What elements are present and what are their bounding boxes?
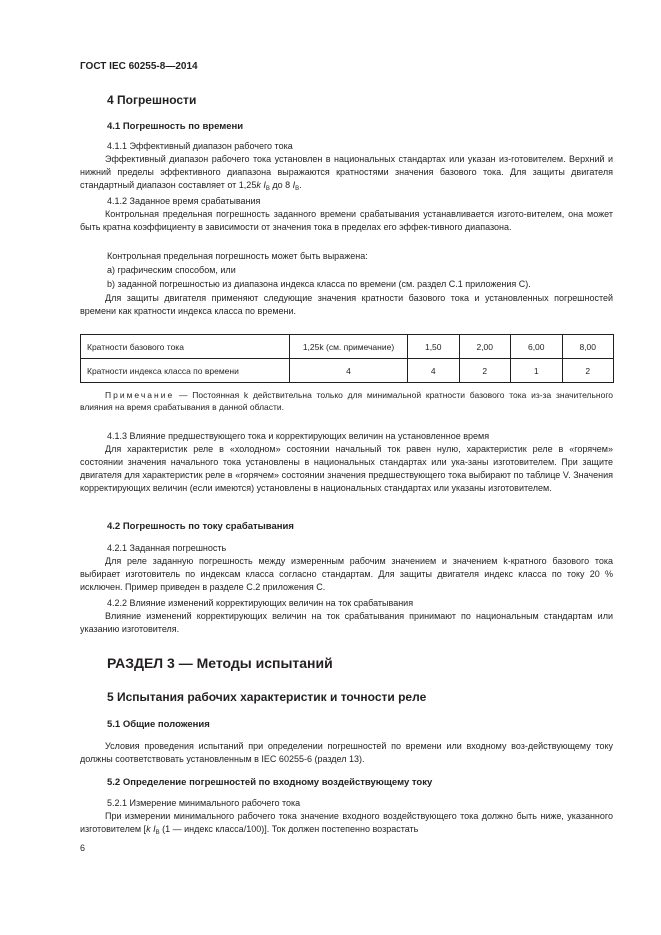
clause-4-1-1-title: 4.1.1 Эффективный диапазон рабочего тока <box>107 141 293 151</box>
clause-4-2-2-title: 4.2.2 Влияние изменений корректирующих величин на ток срабатывания <box>107 598 414 608</box>
table-cell: Кратности базового тока <box>81 335 290 359</box>
section-heading-4: 4 Погрешности <box>107 93 197 107</box>
table-cell: 2 <box>562 359 614 383</box>
subsection-heading-4-1: 4.1 Погрешность по времени <box>107 121 244 132</box>
table-cell: 8,00 <box>562 335 614 359</box>
clause-4-1-2-title: 4.1.2 Заданное время срабатывания <box>107 196 261 206</box>
clause-4-2-1-title: 4.2.1 Заданная погрешность <box>107 543 227 553</box>
table-cell: 4 <box>408 359 460 383</box>
clause-4-2-1-text: Для реле заданную погрешность между измеренным рабочим значением и значением k-кратного базового тока выбирает изготовитель по индексам класса согласно стандартам. Для защиты двигателя индекс класса по току 20 % исключен. Пример приведен в разделе C.2 приложения C. <box>80 556 613 592</box>
table-row <box>81 359 614 383</box>
table-note: Примечание — Постоянная k действительна только для минимальной кратности базового тока из-за значительного влияния на время срабатывания в данной области. <box>80 390 613 412</box>
clause-4-1-3-title: 4.1.3 Влияние предшествующего тока и корректирующих величин на установленное время <box>107 431 490 441</box>
page-number: 6 <box>80 843 86 853</box>
clause-4-1-2-text-a: Контрольная предельная погрешность заданного времени срабатывания устанавливается изгото-вителем, она может быть кратна коэффициенту в зависимости от значения тока в пределах его эффек-тивного диапазона. <box>80 209 613 232</box>
clause-5-1-text: Условия проведения испытаний при определении погрешностей по времени или входному воз-действующему току должны соответствовать установленным в IEC 60255-6 (раздел 13). <box>80 741 613 764</box>
subsection-heading-4-2: 4.2 Погрешность по току срабатывания <box>107 521 294 532</box>
table-cell: 2,00 <box>459 335 511 359</box>
clause-4-1-2-item-b: b) заданной погрешностью из диапазона индекса класса по времени (см. раздел C.1 приложения C). <box>107 279 531 289</box>
document-header: ГОСТ IEC 60255-8—2014 <box>80 61 198 72</box>
clause-4-1-3-text: Для характеристик реле в «холодном» состоянии начальный ток равен нулю, характеристик реле в «горячем» состоянии значения начального тока установлены в национальных стандартах или ука-заны изготовителем. При защите двигателя для характеристик реле в «горячем» состоянии значения предшествующего тока выбирают по таблице V. Значения корректирующих величин (если имеются) установлены в национальных стандартах или указаны изготовителем. <box>80 444 613 493</box>
table-cell: 1,25k (см. примечание) <box>290 335 408 359</box>
table-cell: Кратности индекса класса по времени <box>81 359 290 383</box>
multiples-table <box>80 334 614 383</box>
clause-5-2-1-title: 5.2.1 Измерение минимального рабочего тока <box>107 798 301 808</box>
part-heading-3: РАЗДЕЛ 3 — Методы испытаний <box>107 655 333 671</box>
table-cell: 6,00 <box>511 335 563 359</box>
clause-4-1-2-text-b: Контрольная предельная погрешность может быть выражена: <box>107 251 368 261</box>
subsection-heading-5-1: 5.1 Общие положения <box>107 719 210 730</box>
clause-4-2-2-text: Влияние изменений корректирующих величин на ток срабатывания принимают по национальным стандартам или указанию изготовителя. <box>80 611 613 634</box>
clause-5-2-1-text: При измерении минимального рабочего тока значение входного воздействующего тока должно быть ниже, указанного изготовителем [k $I_B$ (1 — индекс класса/100)]. Ток должен постепенно возрастать <box>80 811 613 836</box>
table-cell: 4 <box>290 359 408 383</box>
clause-4-1-2-text-e: Для защиты двигателя применяют следующие значения кратности базового тока и установленных погрешностей времени как кратности индекса класса по времени. <box>80 293 613 316</box>
subsection-heading-5-2: 5.2 Определение погрешностей по входному воздействующему току <box>107 777 433 788</box>
table-cell: 1,50 <box>408 335 460 359</box>
table-cell: 2 <box>459 359 511 383</box>
clause-4-1-2-item-a: a) графическим способом, или <box>107 265 236 275</box>
section-heading-5: 5 Испытания рабочих характеристик и точности реле <box>107 690 427 704</box>
table-row <box>81 335 614 359</box>
table-cell: 1 <box>511 359 563 383</box>
clause-4-1-1-text: Эффективный диапазон рабочего тока установлен в национальных стандартах или указан из-готовителем. Верхний и нижний пределы эффективного диапазона выражаются кратностями значения базового тока. Для защиты двигателя стандартный диапазон составляет от 1,25k $I_B$ до 8 $I_B$. <box>80 154 613 192</box>
